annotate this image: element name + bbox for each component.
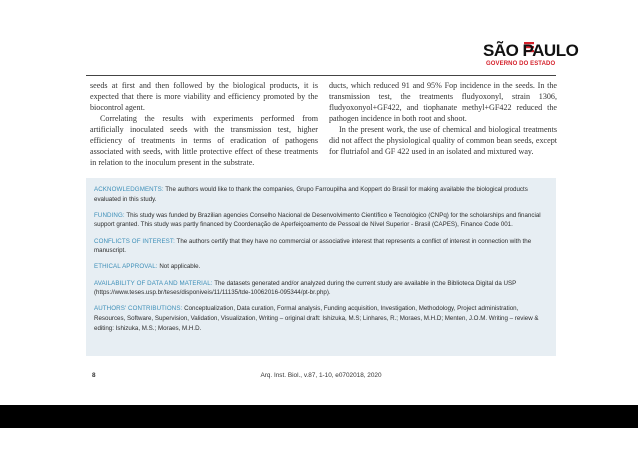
ethical-approval-section [94, 262, 548, 272]
section-heading: AUTHORS' CONTRIBUTIONS: [94, 305, 183, 313]
conflicts-section [94, 237, 548, 256]
section-text: The authors would like to thank the companies, Grupo Farroupilha and Koppert do Brasil for making available the biological products evaluated in this study. [94, 186, 528, 203]
acknowledgments-section [94, 185, 548, 204]
section-heading: AVAILABILITY OF DATA AND MATERIAL: [94, 279, 213, 287]
data-availability-section [94, 279, 548, 298]
section-heading: FUNDING: [94, 211, 125, 219]
page-number: 8 [92, 372, 96, 379]
logo-wordmark [480, 40, 580, 62]
sao-paulo-government-logo [480, 40, 580, 72]
logo-title: SÃO PAULO [483, 41, 579, 60]
paragraph: seeds at first and then followed by the biological products, it is expected that there is more viability and efficiency promoted by the biocontrol agent. [90, 81, 318, 112]
header-rule [86, 75, 556, 76]
bottom-black-bar [0, 405, 638, 428]
page-footer [86, 372, 556, 384]
section-heading: ACKNOWLEDGMENTS: [94, 186, 164, 193]
logo-subtitle: GOVERNO DO ESTADO [486, 61, 556, 67]
section-text: Not applicable. [159, 263, 201, 271]
section-heading: CONFLICTS OF INTEREST: [94, 237, 175, 245]
section-text: The datasets generated and/or analyzed during the current study are available in the Biblioteca Digital da USP (https://www.teses.usp.br/teses/disponiveis/11/11135/tde-10062016-095344/pt-br.php). [94, 279, 517, 297]
journal-citation: Arq. Inst. Biol., v.87, 1-10, e0702018, 2020 [260, 372, 382, 379]
paragraph: ducts, which reduced 91 and 95% Fop incidence in the seeds. In the transmission test, the treatments fludyoxonyl, strain 1306, fludyoxonyol+GF422, and tiophanate methyl+GF422 reduced the pathogen incidence in both root and shoot. [329, 81, 557, 123]
section-text: The authors certify that they have no commercial or associative interest that represents a conflict of interest in connection with the manuscript. [94, 237, 532, 255]
paragraph: In the present work, the use of chemical and biological treatments did not affect the physiological quality of common bean seeds, except for flutriafol and GF 422 used in an isolated and mixtured way. [329, 125, 557, 156]
right-text-column [329, 80, 557, 157]
declarations-box [86, 178, 556, 356]
section-heading: ETHICAL APPROVAL: [94, 263, 158, 271]
author-contributions-section [94, 304, 548, 333]
left-text-column [90, 80, 318, 168]
section-text: This study was funded by Brazilian agencies Conselho Nacional de Desenvolvimento Científico e Tecnológico (CNPq) for the scholarships and financial support granted. This study was partly financed by Coordenação de Aperfeiçoamento de Pessoal de Nível Superior - Brasil (CAPES), Finance Code 001. [94, 211, 541, 229]
funding-section [94, 211, 548, 230]
paragraph: Correlating the results with experiments performed from artificially inoculated seeds with the transmission test, higher efficiency of treatments in terms of eradication of pathogens associated with seeds, with little protective effect of these treatments in relation to the inoculum present in the substrate. [90, 114, 318, 167]
section-text: Conceptualization, Data curation, Formal analysis, Funding acquisition, Investigation, Methodology, Project administration, Resources, Software, Supervision, Validation, Visualization, Writing – original draft: Ishizuka, M.S; Linhares, R.; Moraes, M.H.D; Menten, J.O.M. Writing – review & editing: Ishizuka, M.S.; Moraes, M.H.D. [94, 305, 539, 332]
